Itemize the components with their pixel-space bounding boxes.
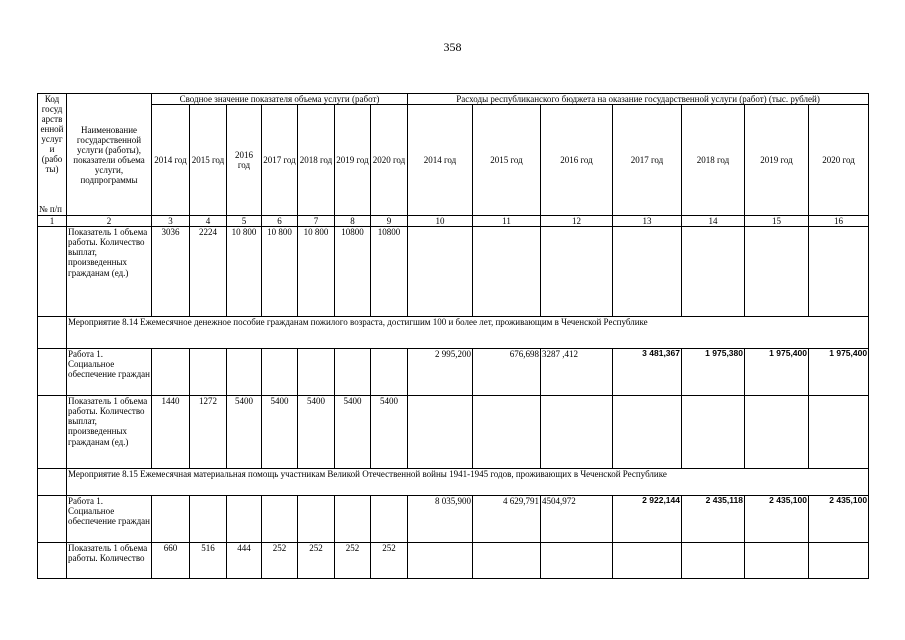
expense-cell — [613, 396, 682, 469]
event-title: Мероприятие 8.15 Ежемесячная материальная помощь участникам Великой Отечественной войны 1941-1945 годов, проживающих в Чеченской Республике — [67, 469, 869, 496]
volume-cell: 516 — [190, 543, 227, 579]
budget-table — [37, 93, 869, 579]
expense-cell — [682, 227, 745, 317]
volume-cell — [227, 496, 262, 543]
event-row — [38, 317, 869, 349]
volume-cell: 10 800 — [262, 227, 298, 317]
code-header-cell — [38, 94, 67, 216]
column-number: 11 — [473, 216, 541, 227]
volume-year-header: 2020 год — [371, 105, 408, 216]
volume-cell — [335, 496, 371, 543]
column-number: 1 — [38, 216, 67, 227]
expense-cell — [473, 396, 541, 469]
expense-cell — [408, 396, 473, 469]
column-number: 3 — [152, 216, 190, 227]
page-number: 358 — [443, 40, 462, 54]
column-number: 9 — [371, 216, 408, 227]
row-name: Работа 1. Социальное обеспечение граждан — [67, 349, 152, 396]
volume-cell: 660 — [152, 543, 190, 579]
volume-cell — [335, 349, 371, 396]
volume-cell: 252 — [335, 543, 371, 579]
code-cell — [38, 496, 67, 543]
expense-cell: 676,698 — [473, 349, 541, 396]
expense-cell — [613, 543, 682, 579]
expense-cell — [408, 227, 473, 317]
expense-year-header: 2014 год — [408, 105, 473, 216]
volume-cell — [371, 349, 408, 396]
expense-cell — [809, 227, 869, 317]
expense-cell: 2 435,100 — [745, 496, 809, 543]
volume-cell — [227, 349, 262, 396]
volume-cell: 10 800 — [298, 227, 335, 317]
volume-cell — [298, 349, 335, 396]
code-cell — [38, 543, 67, 579]
expense-cell — [745, 227, 809, 317]
code-cell — [38, 396, 67, 469]
volume-cell: 3036 — [152, 227, 190, 317]
table-row — [38, 543, 869, 579]
expense-cell — [408, 543, 473, 579]
column-number: 15 — [745, 216, 809, 227]
column-number: 14 — [682, 216, 745, 227]
expense-year-header: 2015 год — [473, 105, 541, 216]
expense-cell — [613, 227, 682, 317]
row-name: Работа 1. Социальное обеспечение граждан — [67, 496, 152, 543]
volume-year-header: 2014 год — [152, 105, 190, 216]
volume-cell: 2224 — [190, 227, 227, 317]
volume-cell: 5400 — [298, 396, 335, 469]
volume-cell: 252 — [262, 543, 298, 579]
expense-cell: 4504,972 — [541, 496, 613, 543]
event-title: Мероприятие 8.14 Ежемесячное денежное пособие гражданам пожилого возраста, достигшим 100 и более лет, проживающим в Чеченской Республике — [67, 317, 869, 349]
expense-cell: 3287 ,412 — [541, 349, 613, 396]
volume-cell — [152, 496, 190, 543]
column-number: 10 — [408, 216, 473, 227]
column-number: 12 — [541, 216, 613, 227]
table-row — [38, 396, 869, 469]
expense-cell — [809, 543, 869, 579]
expense-cell — [541, 396, 613, 469]
volume-cell: 444 — [227, 543, 262, 579]
column-number: 7 — [298, 216, 335, 227]
volume-year-header: 2015 год — [190, 105, 227, 216]
code-cell — [38, 317, 67, 349]
expense-cell: 4 629,791 — [473, 496, 541, 543]
expense-year-header: 2017 год — [613, 105, 682, 216]
volume-cell — [371, 496, 408, 543]
expense-cell: 2 922,144 — [613, 496, 682, 543]
column-number: 4 — [190, 216, 227, 227]
volume-year-header: 2019 год — [335, 105, 371, 216]
expense-cell: 8 035,900 — [408, 496, 473, 543]
expense-cell — [473, 227, 541, 317]
expense-cell — [745, 396, 809, 469]
expense-cell — [541, 227, 613, 317]
volume-year-header: 2018 год — [298, 105, 335, 216]
volume-cell — [262, 349, 298, 396]
expense-cell — [682, 543, 745, 579]
expense-cell — [682, 396, 745, 469]
volume-cell — [190, 496, 227, 543]
volume-year-header: 2017 год — [262, 105, 298, 216]
volume-cell — [152, 349, 190, 396]
code-cell — [38, 349, 67, 396]
column-number: 6 — [262, 216, 298, 227]
volume-cell: 252 — [298, 543, 335, 579]
volume-cell: 10800 — [371, 227, 408, 317]
expense-year-header: 2020 год — [809, 105, 869, 216]
volume-cell: 1272 — [190, 396, 227, 469]
row-name: Показатель 1 объема работы. Количество — [67, 543, 152, 579]
column-number: 2 — [67, 216, 152, 227]
expense-cell: 2 995,200 — [408, 349, 473, 396]
expense-year-header: 2016 год — [541, 105, 613, 216]
volume-cell: 5400 — [227, 396, 262, 469]
column-number: 8 — [335, 216, 371, 227]
row-name: Показатель 1 объема работы. Количество выплат, произведенных гражданам (ед.) — [67, 227, 152, 317]
volume-cell: 1440 — [152, 396, 190, 469]
table-row — [38, 227, 869, 317]
column-number-row — [38, 216, 869, 227]
row-name: Показатель 1 объема работы. Количество выплат, произведенных гражданам (ед.) — [67, 396, 152, 469]
volume-cell: 252 — [371, 543, 408, 579]
expense-cell: 1 975,400 — [745, 349, 809, 396]
expense-group-header: Расходы республиканского бюджета на оказание государственной услуги (работ) (тыс. рублей) — [408, 94, 869, 105]
code-header-label: Код госуд арств енной услуг и (рабо ты) — [40, 94, 64, 174]
column-number: 16 — [809, 216, 869, 227]
expense-cell: 1 975,400 — [809, 349, 869, 396]
volume-cell: 5400 — [335, 396, 371, 469]
header-group-row — [38, 94, 869, 105]
np-header-label: № п/п — [39, 204, 62, 214]
table-row — [38, 496, 869, 543]
volume-cell — [262, 496, 298, 543]
code-cell — [38, 469, 67, 496]
volume-group-header: Сводное значение показателя объема услуги (работ) — [152, 94, 408, 105]
volume-cell — [298, 496, 335, 543]
column-number: 13 — [613, 216, 682, 227]
volume-cell: 5400 — [371, 396, 408, 469]
expense-cell: 1 975,380 — [682, 349, 745, 396]
expense-cell: 2 435,118 — [682, 496, 745, 543]
column-number: 5 — [227, 216, 262, 227]
expense-cell — [745, 543, 809, 579]
header-years-row — [38, 105, 869, 216]
volume-cell: 10 800 — [227, 227, 262, 317]
volume-cell — [190, 349, 227, 396]
volume-cell: 10800 — [335, 227, 371, 317]
volume-cell: 5400 — [262, 396, 298, 469]
code-cell — [38, 227, 67, 317]
table-row — [38, 349, 869, 396]
expense-cell: 2 435,100 — [809, 496, 869, 543]
volume-year-header: 2016 год — [227, 105, 262, 216]
expense-year-header: 2018 год — [682, 105, 745, 216]
expense-cell: 3 481,367 — [613, 349, 682, 396]
event-row — [38, 469, 869, 496]
expense-cell — [541, 543, 613, 579]
expense-cell — [473, 543, 541, 579]
expense-year-header: 2019 год — [745, 105, 809, 216]
name-header-cell: Наименование государственной услуги (работы), показатели объема услуги, подпрограммы — [67, 94, 152, 216]
expense-cell — [809, 396, 869, 469]
